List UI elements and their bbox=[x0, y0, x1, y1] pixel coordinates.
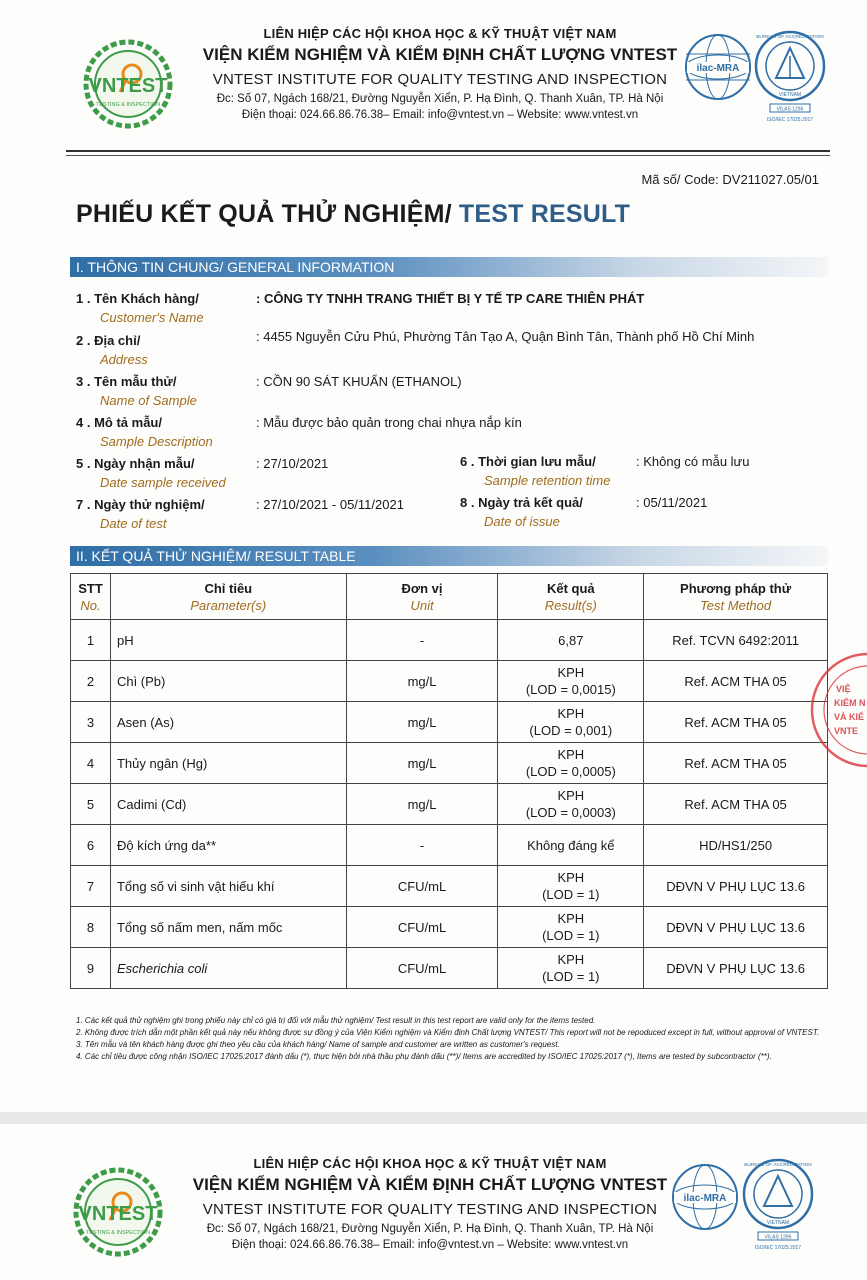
retention-time-value: : Không có mẫu lưu bbox=[636, 454, 750, 469]
institute-block bbox=[190, 26, 690, 121]
boa-accreditation-seal-icon bbox=[752, 30, 828, 126]
date-of-test-value: : 27/10/2021 - 05/11/2021 bbox=[256, 497, 404, 512]
info-sample-description: 4 . Mô tả mẫu/ Sample Description : Mẫu được bảo quản trong chai nhựa nắp kín bbox=[76, 415, 522, 449]
table-row: 5 Cadimi (Cd) mg/L KPH (LOD = 0,0003) Ref. ACM THA 05 bbox=[71, 784, 828, 825]
col-header-result: Kết quả Result(s) bbox=[498, 574, 644, 620]
col-header-method: Phương pháp thử Test Method bbox=[644, 574, 828, 620]
svg-text:VÀ KIỂ: VÀ KIỂ bbox=[834, 712, 865, 722]
table-header-row bbox=[71, 574, 828, 620]
sample-description-value: : Mẫu được bảo quản trong chai nhựa nắp kín bbox=[256, 415, 522, 430]
header-rule bbox=[66, 150, 830, 152]
info-date-received: 5 . Ngày nhận mẫu/ Date sample received : 27/10/2021 bbox=[76, 456, 329, 490]
svg-text:VIETNAM: VIETNAM bbox=[766, 1220, 790, 1226]
table-row: 3 Asen (As) mg/L KPH (LOD = 0,001) Ref. ACM THA 05 bbox=[71, 702, 828, 743]
report-code: Mã số/ Code: DV211027.05/01 bbox=[641, 172, 819, 187]
svg-text:VIỆ: VIỆ bbox=[836, 684, 851, 694]
sample-name-value: : CỒN 90 SÁT KHUẨN (ETHANOL) bbox=[256, 374, 462, 389]
result-table bbox=[70, 573, 828, 989]
institute-name-vi: VIỆN KIỂM NGHIỆM VÀ KIỂM ĐỊNH CHẤT LƯỢNG VNTEST bbox=[202, 45, 678, 64]
date-of-issue-value: : 05/11/2021 bbox=[636, 495, 708, 510]
table-row: 1 pH - 6,87 Ref. TCVN 6492:2011 bbox=[71, 620, 828, 661]
note-item: 2. Không được trích dẫn một phần kết quả này nếu không được sự đồng ý của Viện Kiểm nghiệm và Kiểm định Chất lượng VNTEST/ This report will not be repoduced except in full, without approval of VNTEST. bbox=[76, 1028, 820, 1037]
note-item: 3. Tên mẫu và tên khách hàng được ghi theo yêu cầu của khách hàng/ Name of sample and customer are written as customer's request. bbox=[76, 1040, 560, 1049]
header-rule-thin bbox=[66, 155, 830, 156]
institute-address: Đc: Số 07, Ngách 168/21, Đường Nguyễn Xiển, P. Hạ Đình, Q. Thanh Xuân, TP. Hà Nội bbox=[216, 93, 664, 105]
info-sample-name: 3 . Tên mẫu thử/ Name of Sample : CỒN 90 SÁT KHUẨN (ETHANOL) bbox=[76, 374, 462, 408]
table-row: 7 Tổng số vi sinh vật hiếu khí CFU/mL KPH (LOD = 1) DĐVN V PHỤ LỤC 13.6 bbox=[71, 866, 828, 907]
svg-text:KIỂM N: KIỂM N bbox=[834, 698, 866, 708]
table-row: 9 Escherichia coli CFU/mL KPH (LOD = 1) DĐVN V PHỤ LỤC 13.6 bbox=[71, 948, 828, 989]
ilac-label: ilac-MRA bbox=[696, 63, 740, 74]
report-notes bbox=[76, 1016, 824, 1064]
union-name: LIÊN HIỆP CÁC HỘI KHOA HỌC & KỸ THUẬT VIỆT NAM bbox=[263, 26, 617, 41]
col-header-no: STT No. bbox=[71, 574, 111, 620]
logo-wordmark: VNTEST bbox=[88, 75, 168, 97]
letterhead bbox=[0, 0, 867, 130]
info-retention-time: 6 . Thời gian lưu mẫu/ Sample retention time : Không có mẫu lưu bbox=[460, 454, 750, 488]
svg-text:ilac-MRA: ilac-MRA bbox=[683, 1193, 727, 1204]
report-title-en: TEST RESULT bbox=[451, 200, 631, 228]
report-page-2 bbox=[0, 1124, 867, 1280]
report-title bbox=[76, 200, 630, 229]
date-received-value: : 27/10/2021 bbox=[256, 456, 329, 471]
col-header-unit: Đơn vị Unit bbox=[346, 574, 498, 620]
institute-contact: Điện thoại: 024.66.86.76.38– Email: info@vntest.vn – Website: www.vntest.vn bbox=[241, 109, 639, 121]
institute-name-en: VNTEST INSTITUTE FOR QUALITY TESTING AND INSPECTION bbox=[212, 71, 668, 88]
svg-text:TESTING & INSPECTION: TESTING & INSPECTION bbox=[85, 1230, 151, 1236]
boa-label: BUREAU OF ACCREDITATION bbox=[756, 35, 824, 40]
info-customer: 1 . Tên Khách hàng/ Customer's Name : CÔNG TY TNHH TRANG THIẾT BỊ Y TẾ TP CARE THIÊN PHÁT bbox=[76, 291, 645, 325]
customer-name-value: : CÔNG TY TNHH TRANG THIẾT BỊ Y TẾ TP CARE THIÊN PHÁT bbox=[256, 291, 645, 306]
general-info-heading: I. THÔNG TIN CHUNG/ GENERAL INFORMATION bbox=[70, 257, 828, 277]
svg-text:VNTEST: VNTEST bbox=[78, 1203, 158, 1225]
note-item: 4. Các chỉ tiêu được công nhận ISO/IEC 17025:2017 đánh dấu (*), thực hiện bởi nhà thầu phụ đánh dấu (**)/ Items are accredited by ISO/IEC 17025:2017 (*), Items are tested by subcontractor (**). bbox=[76, 1052, 772, 1061]
table-row: 4 Thủy ngân (Hg) mg/L KPH (LOD = 0,0005) Ref. ACM THA 05 bbox=[71, 743, 828, 784]
vntest-logo bbox=[66, 1166, 170, 1258]
svg-text:VNTE: VNTE bbox=[834, 726, 859, 736]
svg-text:ISO/IEC 17025:2017: ISO/IEC 17025:2017 bbox=[754, 1245, 802, 1251]
info-date-of-test: 7 . Ngày thử nghiệm/ Date of test : 27/10/2021 - 05/11/2021 bbox=[76, 497, 404, 531]
note-item: 1. Các kết quả thử nghiệm ghi trong phiếu này chỉ có giá trị đối với mẫu thử nghiệm/ Test result in this test report are valid only for the items tested. bbox=[76, 1016, 596, 1025]
table-row: 8 Tổng số nấm men, nấm mốc CFU/mL KPH (LOD = 1) DĐVN V PHỤ LỤC 13.6 bbox=[71, 907, 828, 948]
logo-subtitle: TESTING & INSPECTION bbox=[95, 102, 161, 108]
ilac-mra-globe-icon bbox=[670, 1162, 740, 1232]
boa-standard: ISO/IEC 17025:2017 bbox=[766, 117, 814, 123]
red-seal-stamp-icon bbox=[808, 640, 867, 780]
vntest-logo bbox=[76, 38, 180, 130]
svg-text:VILAS 1296: VILAS 1296 bbox=[764, 1234, 792, 1241]
institute-block: LIÊN HIỆP CÁC HỘI KHOA HỌC & KỸ THUẬT VIỆT NAM VIỆN KIỂM NGHIỆM VÀ KIỂM ĐỊNH CHẤT LƯỢNG VNTEST VNTEST INSTITUTE FOR QUALITY TESTING AND INSPECTION Đc: Số 07, Ngách 168/21, Đường Nguyễn Xiển, P. Hạ Đình, Q. Thanh Xuân, TP. Hà Nội Điện thoại: 024.66.86.76.38– Email: info@vntest.vn – Website: www.vntest.vn bbox=[192, 1156, 668, 1251]
boa-accreditation-seal-icon bbox=[740, 1158, 816, 1254]
boa-code: VILAS 1296 bbox=[776, 106, 804, 113]
boa-country: VIETNAM bbox=[778, 92, 802, 98]
ilac-mra-globe-icon bbox=[683, 32, 753, 102]
address-value: : 4455 Nguyễn Cửu Phú, Phường Tân Tạo A, Quận Bình Tân, Thành phố Hồ Chí Minh bbox=[256, 329, 755, 344]
report-title-vi: PHIẾU KẾT QUẢ THỬ NGHIỆM/ bbox=[76, 200, 452, 228]
table-row: 6 Độ kích ứng da** - Không đáng kể HD/HS1/250 bbox=[71, 825, 828, 866]
table-row: 2 Chì (Pb) mg/L KPH (LOD = 0,0015) Ref. ACM THA 05 bbox=[71, 661, 828, 702]
col-header-parameter: Chỉ tiêu Parameter(s) bbox=[110, 574, 346, 620]
result-table-heading: II. KẾT QUẢ THỬ NGHIỆM/ RESULT TABLE bbox=[70, 546, 828, 566]
info-date-of-issue: 8 . Ngày trả kết quả/ Date of issue : 05/11/2021 bbox=[460, 495, 708, 529]
svg-text:BUREAU OF ACCREDITATION: BUREAU OF ACCREDITATION bbox=[744, 1163, 812, 1168]
info-address: 2 . Địa chỉ/ Address : 4455 Nguyễn Cửu Phú, Phường Tân Tạo A, Quận Bình Tân, Thành phố Hồ Chí Minh bbox=[76, 329, 755, 367]
